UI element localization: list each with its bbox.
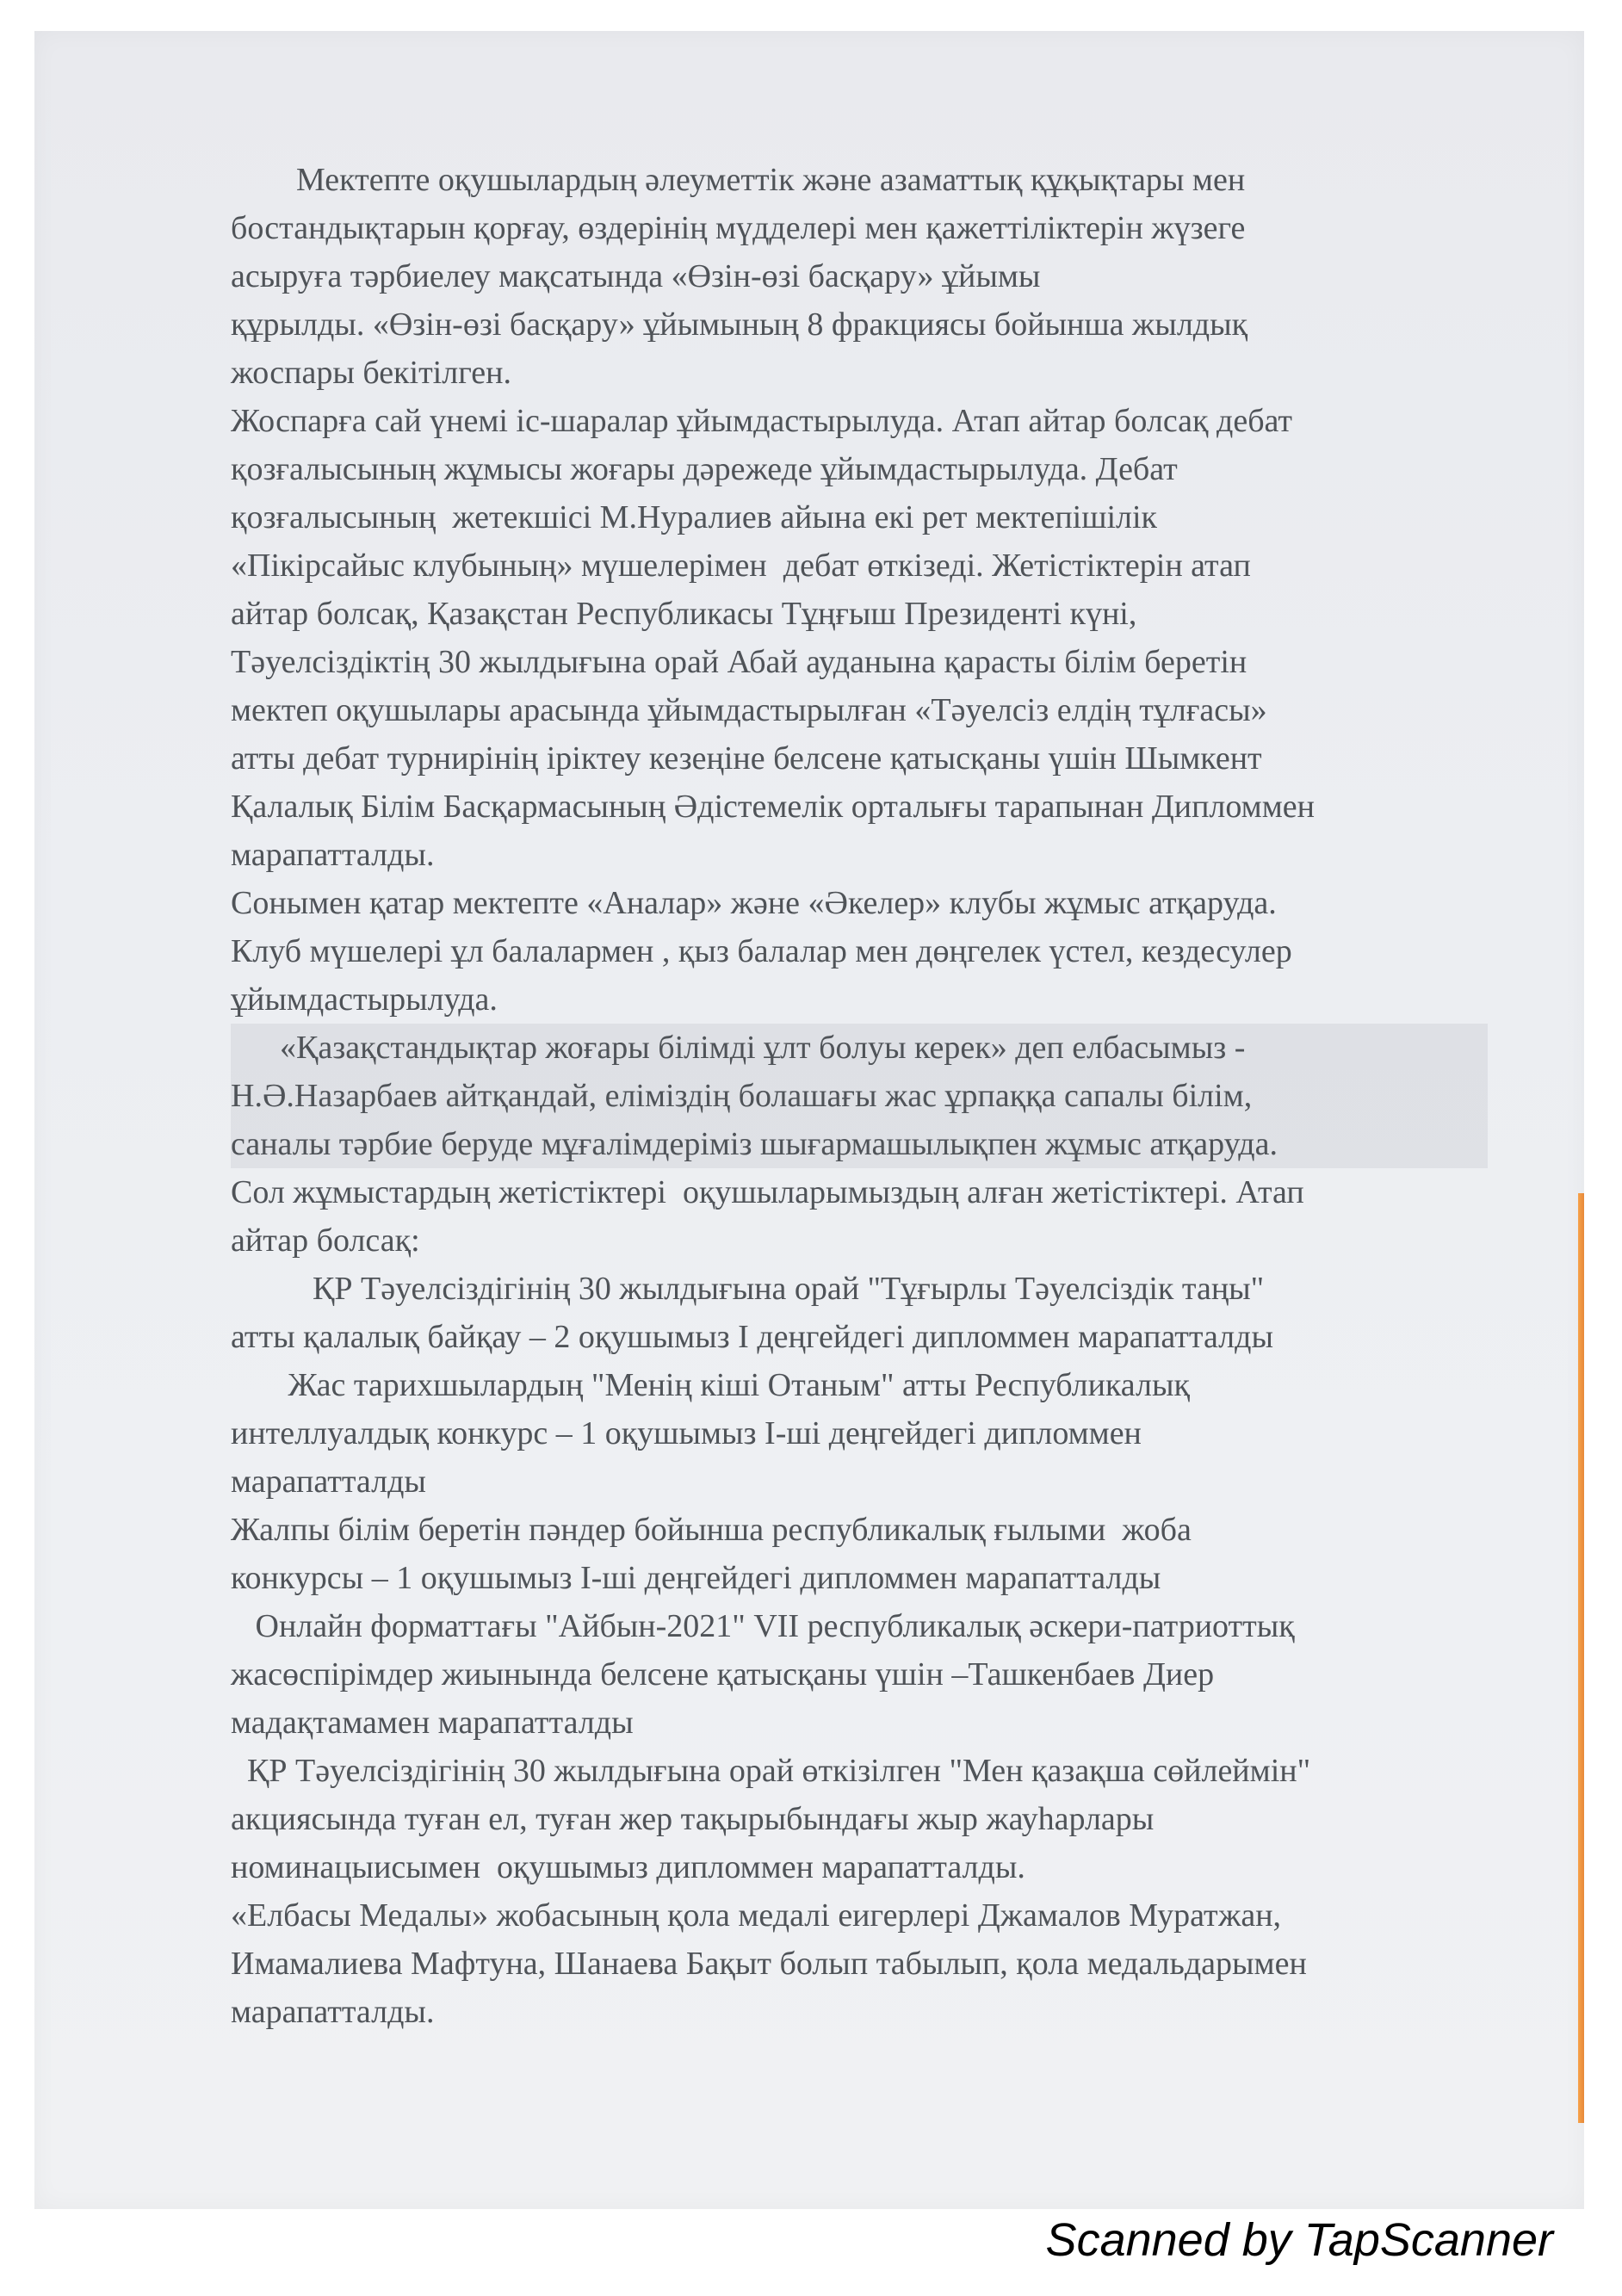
paragraph-self-government: Мектепте оқушылардың әлеуметтік және азаматтық құқықтары мен бостандықтарын қорғау, өздерінің мүдделері мен қажеттіліктерін жүзеге асыруға тәрбиелеу мақсатында «Өзін-өзі басқару» ұйымы құрылды. «Өзін-өзі басқару» ұйымының 8 фракциясы бойынша жылдық жоспары бекітілген. — [231, 162, 1248, 391]
achievement-item: Жас тарихшылардың "Менің кіші Отаным" атты Республикалық интеллуалдық конкурс – 1 оқушымыз I-ші деңгейдегі дипломмен марапатталды — [231, 1367, 1190, 1500]
achievement-item: Онлайн форматтағы "Айбын-2021" VII республикалық әскери-патриоттық жасөспірімдер жиынында белсене қатысқаны үшін –Ташкенбаев Диер мадақтамамен марапатталды — [231, 1608, 1295, 1741]
paragraph-quote: «Қазақстандықтар жоғары білімді ұлт болуы керек» деп елбасымыз - Н.Ә.Назарбаев айтқандай, еліміздің болашағы жас ұрпаққа сапалы білім, саналы тәрбие беруде мұғалімдеріміз шығармашылықпен жұмыс атқаруда. — [231, 1024, 1488, 1168]
achievement-item: ҚР Тәуелсіздігінің 30 жылдығына орай өткізілген "Мен қазақша сөйлеймін" акциясында туған ел, туған жер тақырыбындағы жыр жауһарлары номинацыисымен оқушымыз дипломмен марапатталды. — [231, 1753, 1311, 1885]
achievement-item: Жалпы білім беретін пәндер бойынша республикалық ғылыми жоба конкурсы – 1 оқушымыз I-ші деңгейдегі дипломмен марапатталды — [231, 1512, 1192, 1596]
paragraph-parents-clubs: Сонымен қатар мектепте «Аналар» және «Әкелер» клубы жұмыс атқаруда. Клуб мүшелері ұл балалармен , қыз балалар мен дөңгелек үстел, кездесулер ұйымдастырылуда. — [231, 885, 1292, 1018]
paper-edge — [1578, 1193, 1584, 2123]
scanner-watermark: Scanned by TapScanner — [1045, 2214, 1553, 2266]
achievement-item: ҚР Тәуелсіздігінің 30 жылдығына орай "Тұғырлы Тәуелсіздік таңы" атты қалалық байқау – 2 оқушымыз I деңгейдегі дипломмен марапатталды — [231, 1271, 1273, 1355]
paragraph-debate-movement: Жоспарға сай үнемі іс-шаралар ұйымдастырылуда. Атап айтар болсақ дебат қозғалысының жұмысы жоғары дәрежеде ұйымдастырылуда. Дебат қозғалысының жетекшісі М.Нуралиев айына екі рет мектепішілік «Пікірсайыс клубының» мүшелерімен дебат өткізеді. Жетістіктерін атап айтар болсақ, Қазақстан Республикасы Тұңғыш Президенті күні, Тәуелсіздіктің 30 жылдығына орай Абай ауданына қарасты білім беретін мектеп оқушылары арасында ұйымдастырылған «Тәуелсіз елдің тұлғасы» атты дебат турнирінің іріктеу кезеңіне белсене қатысқаны үшін Шымкент Қалалық Білім Басқармасының Әдістемелік орталығы тарапынан Дипломмен марапатталды. — [231, 403, 1315, 873]
paragraph-achievements-intro: Сол жұмыстардың жетістіктері оқушыларымыздың алған жетістіктері. Атап айтар болсақ: — [231, 1174, 1304, 1259]
document-body — [231, 156, 1488, 2036]
achievement-item: «Елбасы Медалы» жобасының қола медалі еигерлері Джамалов Муратжан, Имамалиева Мафтуна, Шанаева Бақыт болып табылып, қола медальдарымен марапатталды. — [231, 1897, 1307, 2030]
scanned-page — [34, 31, 1584, 2209]
